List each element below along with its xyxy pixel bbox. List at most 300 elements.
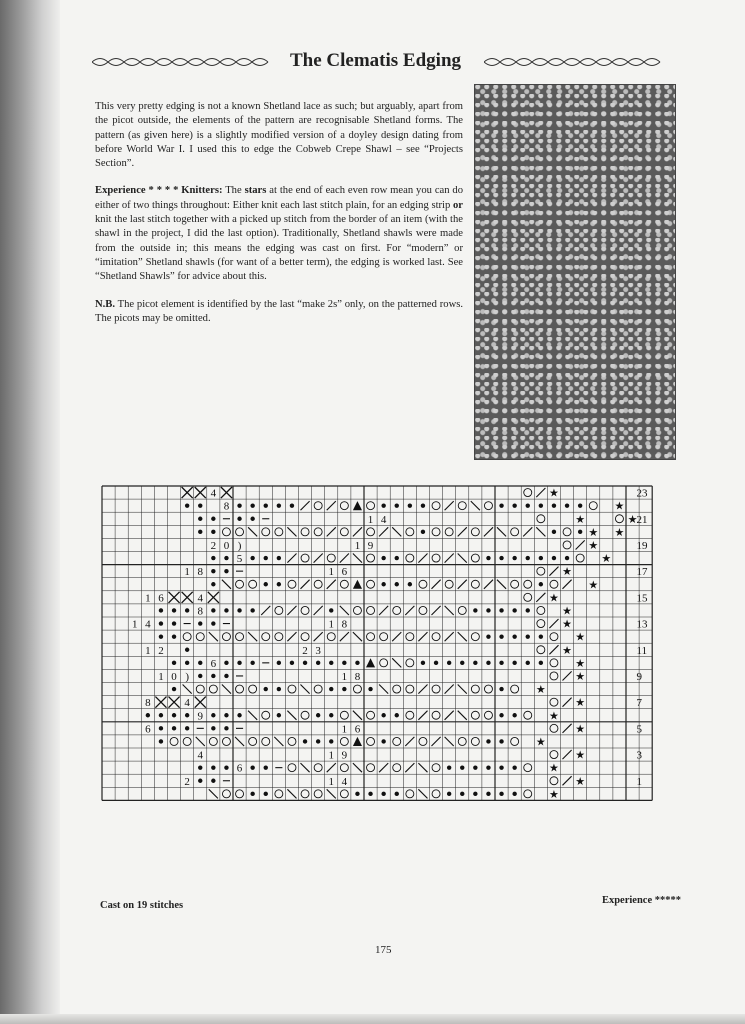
- stitch-yarn-over: [367, 554, 375, 562]
- stitch-count-digit: 6: [145, 723, 151, 736]
- stitch-knit-dot: [146, 713, 150, 717]
- stitch-count-digit: 9: [341, 749, 348, 762]
- stitch-count-digit: 6: [341, 566, 348, 579]
- stitch-ssk: [196, 737, 205, 746]
- stitch-knit-dot: [250, 661, 254, 665]
- stitch-count-digit: 5: [236, 553, 243, 566]
- stitch-ssk: [222, 685, 231, 694]
- stitch-knit-dot: [198, 674, 202, 678]
- stitch-knit-dot: [552, 556, 556, 560]
- stitch-star: ★: [601, 553, 612, 566]
- row-number-label: 5: [636, 723, 643, 736]
- stitch-k2tog: [432, 580, 441, 589]
- stitch-yarn-over: [471, 633, 479, 641]
- stitch-yarn-over: [340, 580, 348, 588]
- stitch-count-digit: 8: [354, 670, 361, 683]
- stitch-yarn-over: [458, 737, 466, 745]
- stitch-count-digit: 6: [354, 723, 361, 736]
- stitch-count-digit: 8: [223, 500, 230, 513]
- stitch-k2tog: [287, 632, 296, 641]
- stitch-count-digit: 6: [236, 762, 243, 775]
- stitch-knit-dot: [460, 661, 464, 665]
- stitch-count-digit: 4: [210, 487, 217, 500]
- stitch-yarn-over: [327, 554, 335, 562]
- row-number-label: 7: [636, 697, 643, 710]
- stitch-count-digit: 8: [197, 605, 203, 618]
- stitch-ssk: [392, 527, 401, 536]
- stitch-knit-dot: [539, 503, 543, 507]
- stitch-k2tog: [314, 606, 323, 615]
- row-number-label: 19: [636, 539, 648, 552]
- stitch-ssk: [418, 763, 427, 772]
- stitch-yarn-over: [393, 764, 401, 772]
- stitch-count-digit: 6: [158, 592, 164, 605]
- stitch-knit-dot: [512, 503, 516, 507]
- stitch-count-digit: 2: [210, 539, 217, 552]
- stitch-yarn-over: [445, 528, 453, 536]
- stitch-yarn-over: [275, 606, 283, 614]
- stitch-knit-dot: [211, 530, 215, 534]
- stitch-yarn-over: [340, 737, 348, 745]
- stitch-knit-dot: [395, 556, 399, 560]
- stitch-yarn-over: [484, 711, 492, 719]
- stitch-knit-dot: [172, 608, 176, 612]
- stitch-knit-dot: [198, 621, 202, 625]
- stitch-yarn-over: [340, 764, 348, 772]
- stitch-knit-dot: [512, 792, 516, 796]
- stitch-knit-dot: [460, 765, 464, 769]
- stitch-knit-dot: [565, 556, 569, 560]
- stitch-k2tog: [340, 554, 349, 563]
- stitch-double-decrease: [353, 737, 362, 746]
- stitch-knit-dot: [290, 503, 294, 507]
- stitch-ssk: [287, 527, 296, 536]
- stitch-ssk: [353, 632, 362, 641]
- stitch-knit-dot: [434, 661, 438, 665]
- stitch-ssk: [287, 711, 296, 720]
- row-number-label: 13: [636, 618, 648, 631]
- stitch-knit-dot: [473, 765, 477, 769]
- stitch-yarn-over: [367, 737, 375, 745]
- stitch-ssk: [183, 685, 192, 694]
- stitch-knit-dot: [539, 661, 543, 665]
- stitch-knit-dot: [552, 530, 556, 534]
- stitch-count-digit: 1: [158, 670, 164, 683]
- stitch-knit-dot: [355, 792, 359, 796]
- stitch-ssk: [235, 737, 244, 746]
- stitch-knit-dot: [237, 517, 241, 521]
- stitch-yarn-over: [550, 659, 558, 667]
- stitch-k2tog: [314, 632, 323, 641]
- stitch-k2tog: [563, 580, 572, 589]
- stitch-yarn-over: [262, 633, 270, 641]
- stitch-yarn-over: [288, 764, 296, 772]
- stitch-knit-dot: [250, 556, 254, 560]
- stitch-knit-dot: [499, 792, 503, 796]
- stitch-yarn-over: [275, 790, 283, 798]
- stitch-count-digit: 1: [328, 775, 334, 788]
- stitch-count-digit: 8: [197, 566, 203, 579]
- stitch-star: ★: [549, 788, 559, 801]
- stitch-yarn-over: [314, 580, 322, 588]
- stitch-count-digit: 4: [197, 592, 203, 605]
- stitch-knit-dot: [486, 765, 490, 769]
- stitch-yarn-over: [380, 633, 388, 641]
- stitch-yarn-over: [222, 737, 230, 745]
- stitch-k2tog: [418, 554, 427, 563]
- stitch-yarn-over: [576, 554, 584, 562]
- stitch-knit-dot: [395, 792, 399, 796]
- stitch-star: ★: [562, 566, 572, 579]
- stitch-ssk: [340, 606, 349, 615]
- stitch-star: ★: [588, 539, 599, 552]
- stitch-yarn-over: [537, 606, 545, 614]
- stitch-ssk: [445, 737, 454, 746]
- stitch-knit-dot: [224, 713, 228, 717]
- p2-or: or: [453, 199, 463, 211]
- stitch-yarn-over: [550, 633, 558, 641]
- knitting-chart: [100, 474, 660, 818]
- stitch-yarn-over: [262, 528, 270, 536]
- stitch-yarn-over: [301, 790, 309, 798]
- book-spine-shadow: [0, 0, 60, 1024]
- stitch-k2tog: [445, 685, 454, 694]
- stitch-yarn-over: [432, 502, 440, 510]
- stitch-knit-dot: [224, 556, 228, 560]
- stitch-count-digit: 2: [302, 644, 308, 657]
- stitch-knit-dot: [198, 661, 202, 665]
- stitch-count-digit: 1: [341, 723, 348, 736]
- stitch-knit-dot: [159, 726, 163, 730]
- stitch-knit-dot: [198, 517, 202, 521]
- nb-rest: The picot element is identified by the last “make 2s” only, on the patterned rows. The picots may be omitted.: [95, 298, 463, 324]
- stitch-star: ★: [575, 749, 586, 762]
- stitch-star: ★: [627, 513, 638, 526]
- stitch-ssk: [209, 789, 218, 798]
- stitch-yarn-over: [419, 580, 427, 588]
- stitch-knit-dot: [290, 661, 294, 665]
- stitch-k2tog: [418, 685, 427, 694]
- stitch-knit-dot: [237, 608, 241, 612]
- stitch-yarn-over: [511, 737, 519, 745]
- stitch-knit-dot: [172, 687, 176, 691]
- stitch-knit-dot: [264, 765, 268, 769]
- stitch-yarn-over: [550, 724, 558, 732]
- stitch-knit-dot: [250, 608, 254, 612]
- stitch-star: ★: [588, 579, 599, 592]
- stitch-knit-dot: [526, 634, 530, 638]
- stitch-yarn-over: [314, 502, 322, 510]
- stitch-knit-dot: [224, 608, 228, 612]
- stitch-knit-dot: [237, 503, 241, 507]
- stitch-knit-dot: [473, 608, 477, 612]
- stitch-knit-dot: [211, 726, 215, 730]
- stitch-yarn-over: [458, 502, 466, 510]
- stitch-knit-dot: [381, 582, 385, 586]
- stitch-yarn-over: [353, 606, 361, 614]
- stitch-ssk: [248, 632, 257, 641]
- stitch-ssk: [353, 554, 362, 563]
- stitch-yarn-over: [524, 711, 532, 719]
- stitch-yarn-over: [288, 737, 296, 745]
- stitch-k2tog: [549, 567, 558, 576]
- title-ornament-right: [484, 55, 669, 69]
- stitch-yarn-over: [367, 580, 375, 588]
- stitch-yarn-over: [511, 685, 519, 693]
- stitch-yarn-over: [236, 528, 244, 536]
- stitch-count-digit: 4: [184, 697, 190, 710]
- stitch-yarn-over: [327, 633, 335, 641]
- stitch-count-digit: 1: [145, 644, 151, 657]
- stitch-count-digit: 1: [132, 618, 138, 631]
- stitch-knit-dot: [460, 792, 464, 796]
- stitch-yarn-over: [471, 711, 479, 719]
- stitch-knit-dot: [159, 634, 163, 638]
- stitch-star: ★: [562, 644, 572, 657]
- stitch-knit-dot: [329, 608, 333, 612]
- stitch-k2tog: [563, 750, 572, 759]
- p2-part-b: at the end of each even row mean you can do either of two things throughout: Either knit each last stitch plain, for an edging strip: [95, 185, 464, 211]
- stitch-k2tog: [432, 606, 441, 615]
- stitch-yarn-over: [550, 777, 558, 785]
- stitch-knit-dot: [473, 661, 477, 665]
- stitch-count-digit: 2: [184, 775, 190, 788]
- stitch-knit-dot: [224, 765, 228, 769]
- stitch-knit-dot: [264, 556, 268, 560]
- stitch-yarn-over: [275, 633, 283, 641]
- stitch-star: ★: [562, 618, 572, 631]
- stitch-count-digit: ): [237, 539, 242, 552]
- stitch-knit-dot: [185, 503, 189, 507]
- stitch-k2tog: [563, 671, 572, 680]
- stitch-yarn-over: [550, 580, 558, 588]
- stitch-knit-dot: [172, 713, 176, 717]
- page-edge: [0, 1014, 745, 1024]
- stitch-yarn-over: [301, 606, 309, 614]
- stitch-ssk: [497, 580, 506, 589]
- stitch-knit-dot: [211, 582, 215, 586]
- stitch-yarn-over: [615, 515, 623, 523]
- stitch-star: ★: [575, 657, 586, 670]
- stitch-knit-dot: [185, 661, 189, 665]
- stitch-yarn-over: [419, 606, 427, 614]
- stitch-k2tog: [327, 527, 336, 536]
- stitch-k2tog: [405, 606, 414, 615]
- stitch-knit-dot: [486, 739, 490, 743]
- stitch-yarn-over: [340, 502, 348, 510]
- stitch-knit-dot: [499, 739, 503, 743]
- stitch-yarn-over: [406, 528, 414, 536]
- stitch-knit-dot: [526, 556, 530, 560]
- stitch-knit-dot: [329, 661, 333, 665]
- stitch-knit-dot: [381, 792, 385, 796]
- p2-part-c: knit the last stitch together with a picked up stitch from the border of an item (with the shawl in the project, I did the last option). Traditionally, Shetland shawls were made from the outside in; this means the edging was cast on first. For “modern” or “imitation” Shetland shawls (for want of a better term), the edging is worked last. See “Shetland Shawls” for advice about this.: [95, 214, 463, 283]
- stitch-yarn-over: [471, 580, 479, 588]
- stitch-knit-dot: [539, 582, 543, 586]
- stitch-knit-dot: [211, 779, 215, 783]
- stitch-yarn-over: [406, 711, 414, 719]
- stitch-yarn-over: [340, 790, 348, 798]
- stitch-k2tog: [418, 711, 427, 720]
- stitch-count-digit: 1: [184, 566, 190, 579]
- stitch-star: ★: [588, 526, 599, 539]
- stitch-k2tog: [379, 763, 388, 772]
- stitch-yarn-over: [353, 685, 361, 693]
- stitch-yarn-over: [301, 711, 309, 719]
- stitch-yarn-over: [314, 764, 322, 772]
- stitch-yarn-over: [262, 711, 270, 719]
- stitch-yarn-over: [537, 515, 545, 523]
- stitch-double-decrease: [353, 501, 362, 510]
- stitch-yarn-over: [301, 633, 309, 641]
- stitch-yarn-over: [314, 685, 322, 693]
- stitch-knit-dot: [237, 661, 241, 665]
- stitch-star: ★: [575, 670, 586, 683]
- stitch-knit-dot: [526, 503, 530, 507]
- stitch-k2tog: [445, 632, 454, 641]
- stitch-ssk: [445, 606, 454, 615]
- stitch-knit-dot: [526, 661, 530, 665]
- stitch-yarn-over: [367, 606, 375, 614]
- stitch-knit-dot: [303, 739, 307, 743]
- stitch-k2tog: [405, 763, 414, 772]
- stitch-yarn-over: [249, 580, 257, 588]
- stitch-yarn-over: [209, 685, 217, 693]
- stitch-ssk: [458, 711, 467, 720]
- stitch-knit-dot: [381, 739, 385, 743]
- stitch-count-digit: 1: [328, 618, 334, 631]
- stitch-knit-dot: [512, 634, 516, 638]
- stitch-k2tog: [523, 527, 532, 536]
- stitch-yarn-over: [524, 489, 532, 497]
- stitch-yarn-over: [537, 620, 545, 628]
- stitch-yarn-over: [511, 580, 519, 588]
- stitch-ssk: [301, 763, 310, 772]
- stitch-knit-dot: [512, 713, 516, 717]
- stitch-count-digit: 4: [145, 618, 151, 631]
- stitch-star: ★: [575, 775, 586, 788]
- chart-svg: [100, 474, 660, 818]
- stitch-knit-dot: [277, 582, 281, 586]
- stitch-knit-dot: [224, 661, 228, 665]
- page-number: 175: [375, 944, 392, 956]
- stitch-knit-dot: [198, 530, 202, 534]
- stitch-count-digit: 1: [328, 566, 334, 579]
- stitch-knit-dot: [447, 661, 451, 665]
- stitch-double-decrease: [353, 580, 362, 589]
- stitch-count-digit: 4: [380, 513, 387, 526]
- stitch-ssk: [222, 580, 231, 589]
- stitch-yarn-over: [301, 528, 309, 536]
- stitch-k2tog: [563, 724, 572, 733]
- stitch-knit-dot: [277, 713, 281, 717]
- stitch-ssk: [287, 789, 296, 798]
- stitch-k2tog: [484, 527, 493, 536]
- stitch-knit-dot: [237, 713, 241, 717]
- stitch-knit-dot: [250, 517, 254, 521]
- stitch-yarn-over: [340, 528, 348, 536]
- stitch-knit-dot: [539, 634, 543, 638]
- stitch-knit-dot: [381, 713, 385, 717]
- stitch-yarn-over: [222, 790, 230, 798]
- stitch-knit-dot: [447, 765, 451, 769]
- stitch-knit-dot: [408, 582, 412, 586]
- stitch-ssk: [248, 711, 257, 720]
- stitch-knit-dot: [486, 792, 490, 796]
- stitch-k2tog: [327, 763, 336, 772]
- stitch-yarn-over: [236, 633, 244, 641]
- stitch-count-digit: 4: [197, 749, 203, 762]
- stitch-count-digit: ): [185, 670, 189, 683]
- stitch-count-digit: 1: [354, 539, 361, 552]
- stitch-ssk: [458, 685, 467, 694]
- stitch-knit-dot: [316, 713, 320, 717]
- stitch-k2tog: [261, 606, 270, 615]
- stitch-yarn-over: [524, 580, 532, 588]
- stitch-yarn-over: [550, 672, 558, 680]
- stitch-star: ★: [614, 526, 625, 539]
- stitch-yarn-over: [314, 528, 322, 536]
- stitch-knit-dot: [499, 634, 503, 638]
- stitch-yarn-over: [301, 554, 309, 562]
- stitch-k2tog: [445, 711, 454, 720]
- stitch-yarn-over: [222, 633, 230, 641]
- stitch-knit-dot: [264, 687, 268, 691]
- stitch-yarn-over: [367, 764, 375, 772]
- cast-on-label: Cast on 19 stitches: [100, 900, 184, 911]
- stitch-yarn-over: [393, 685, 401, 693]
- stitch-k2tog: [536, 593, 545, 602]
- stitch-knit-dot: [329, 713, 333, 717]
- stitch-star: ★: [575, 723, 586, 736]
- stitch-knit-dot: [486, 556, 490, 560]
- stitch-knit-dot: [512, 608, 516, 612]
- stitch-yarn-over: [406, 659, 414, 667]
- stitch-yarn-over: [537, 646, 545, 654]
- stitch-knit-dot: [211, 765, 215, 769]
- stitch-k2tog: [287, 606, 296, 615]
- stitch-count-digit: 9: [367, 539, 374, 552]
- stitch-knit-dot: [368, 792, 372, 796]
- stitch-knit-dot: [172, 634, 176, 638]
- p2-stars: stars: [244, 185, 267, 197]
- stitch-k2tog: [484, 580, 493, 589]
- stitch-star: ★: [549, 487, 559, 500]
- stitch-yarn-over: [406, 554, 414, 562]
- stitch-ssk: [458, 632, 467, 641]
- stitch-yarn-over: [406, 790, 414, 798]
- stitch-ssk: [379, 685, 388, 694]
- stitch-double-decrease: [366, 658, 375, 667]
- stitch-knit-dot: [224, 569, 228, 573]
- stitch-k2tog: [458, 527, 467, 536]
- stitch-knit-dot: [395, 503, 399, 507]
- stitch-yarn-over: [170, 737, 178, 745]
- stitch-k2tog: [549, 619, 558, 628]
- stitch-yarn-over: [236, 790, 244, 798]
- stitch-knit-dot: [499, 503, 503, 507]
- stitch-yarn-over: [550, 698, 558, 706]
- stitch-count-digit: 0: [223, 539, 230, 552]
- row-number-label: 9: [636, 670, 643, 683]
- stitch-k2tog: [458, 580, 467, 589]
- stitch-yarn-over: [393, 606, 401, 614]
- stitch-knit-dot: [198, 503, 202, 507]
- stitch-k2tog: [353, 527, 362, 536]
- stitch-yarn-over: [262, 737, 270, 745]
- stitch-knit-dot: [211, 556, 215, 560]
- stitch-yarn-over: [563, 541, 571, 549]
